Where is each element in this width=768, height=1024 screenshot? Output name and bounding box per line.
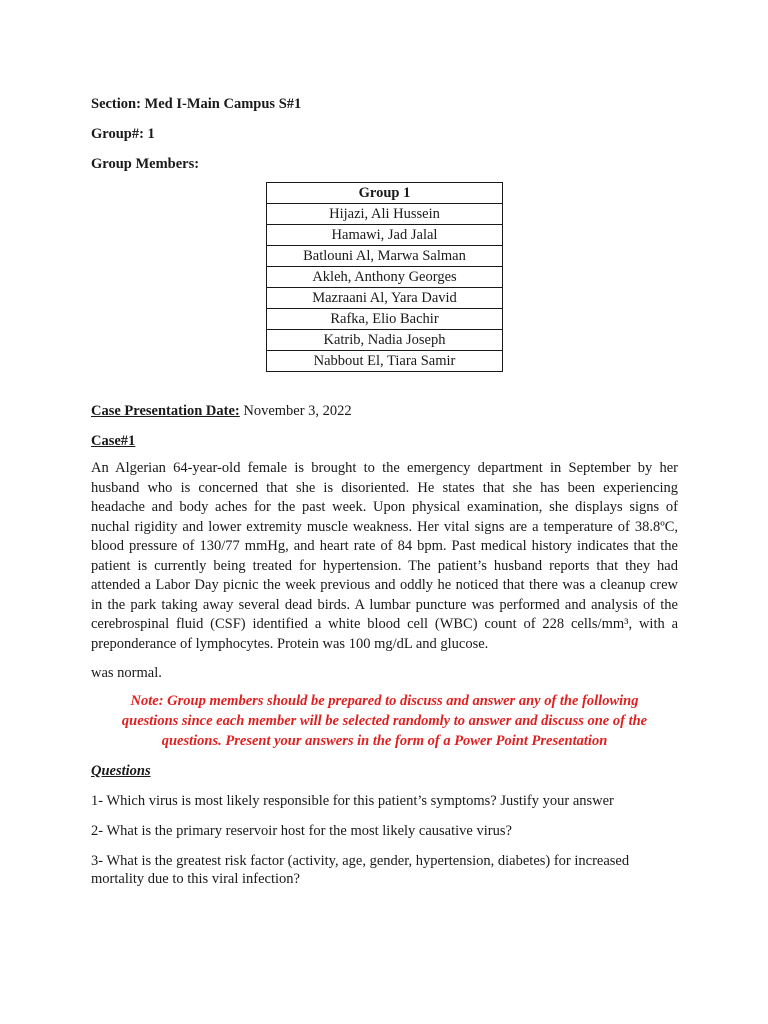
- table-row: [267, 225, 503, 246]
- presentation-date-value: November 3, 2022: [239, 403, 352, 419]
- case-line: preponderance of lymphocytes. Protein was 100 mg/dL and glucose.: [91, 635, 489, 652]
- member-name: Rafka, Elio Bachir: [267, 309, 503, 330]
- table-row: [267, 246, 503, 267]
- case-title: Case#1: [91, 433, 136, 449]
- member-name: Hijazi, Ali Hussein: [267, 204, 503, 225]
- questions-title: Questions: [91, 763, 151, 779]
- group-note: [91, 691, 678, 751]
- member-name: Akleh, Anthony Georges: [267, 267, 503, 288]
- question-3-continued: mortality due to this viral infection?: [91, 871, 300, 887]
- note-line: Note: Group members should be prepared to discuss and answer any of the following: [130, 693, 639, 709]
- member-name: Katrib, Nadia Joseph: [267, 330, 503, 351]
- case-line: husband who is concerned that she is disoriented. He states that she has been experiencing: [91, 479, 678, 496]
- table-row: [267, 309, 503, 330]
- note-line: questions since each member will be selected randomly to answer and discuss one of the: [121, 713, 648, 729]
- table-row: [267, 330, 503, 351]
- table-header-row: [267, 183, 503, 204]
- question-1: 1- Which virus is most likely responsible for this patient’s symptoms? Justify your answer: [91, 793, 614, 809]
- group-number-line: Group#: 1: [91, 126, 155, 142]
- table-row: [267, 351, 503, 372]
- question-2: 2- What is the primary reservoir host for the most likely causative virus?: [91, 823, 512, 839]
- table-row: [267, 288, 503, 309]
- case-line: cerebrospinal fluid (CSF) identified a white blood cell (WBC) count of 228 cells/mm³, with a: [91, 616, 678, 632]
- note-line: questions. Present your answers in the form of a Power Point Presentation: [161, 733, 608, 749]
- case-line: patient is currently being treated for hypertension. The patient’s husband reports that they had: [91, 557, 678, 574]
- table-row: [267, 267, 503, 288]
- group-members-label: Group Members:: [91, 156, 200, 172]
- presentation-date-label: Case Presentation Date:: [91, 403, 240, 419]
- table-heading: Group 1: [267, 183, 503, 204]
- table-row: [267, 204, 503, 225]
- group-members-table: [266, 182, 503, 372]
- case-line: in the park taking away several dead birds. A lumbar puncture was performed and analysis of the: [91, 596, 678, 613]
- case-line: blood pressure of 130/77 mmHg, and heart rate of 84 bpm. Past medical history indicates that the: [91, 538, 678, 554]
- member-name: Nabbout El, Tiara Samir: [267, 351, 503, 372]
- case-line: An Algerian 64-year-old female is brought to the emergency department in September by her: [91, 460, 678, 476]
- question-3: 3- What is the greatest risk factor (activity, age, gender, hypertension, diabetes) for increased: [91, 853, 630, 869]
- case-line: nuchal rigidity and lower extremity muscle weakness. Her vital signs are a temperature of 38.8ºC,: [91, 518, 678, 535]
- case-line: headache and body aches for the past week. Upon physical examination, she displays signs of: [91, 499, 678, 515]
- case-line: attended a Labor Day picnic the week previous and oddly he noticed that there was a cleanup crew: [91, 577, 678, 593]
- section-line: Section: Med I-Main Campus S#1: [91, 96, 302, 112]
- presentation-date-line: [91, 402, 352, 420]
- member-name: Mazraani Al, Yara David: [267, 288, 503, 309]
- member-name: Hamawi, Jad Jalal: [267, 225, 503, 246]
- member-name: Batlouni Al, Marwa Salman: [267, 246, 503, 267]
- case-paragraph: [91, 459, 678, 654]
- case-tail-line: was normal.: [91, 665, 162, 681]
